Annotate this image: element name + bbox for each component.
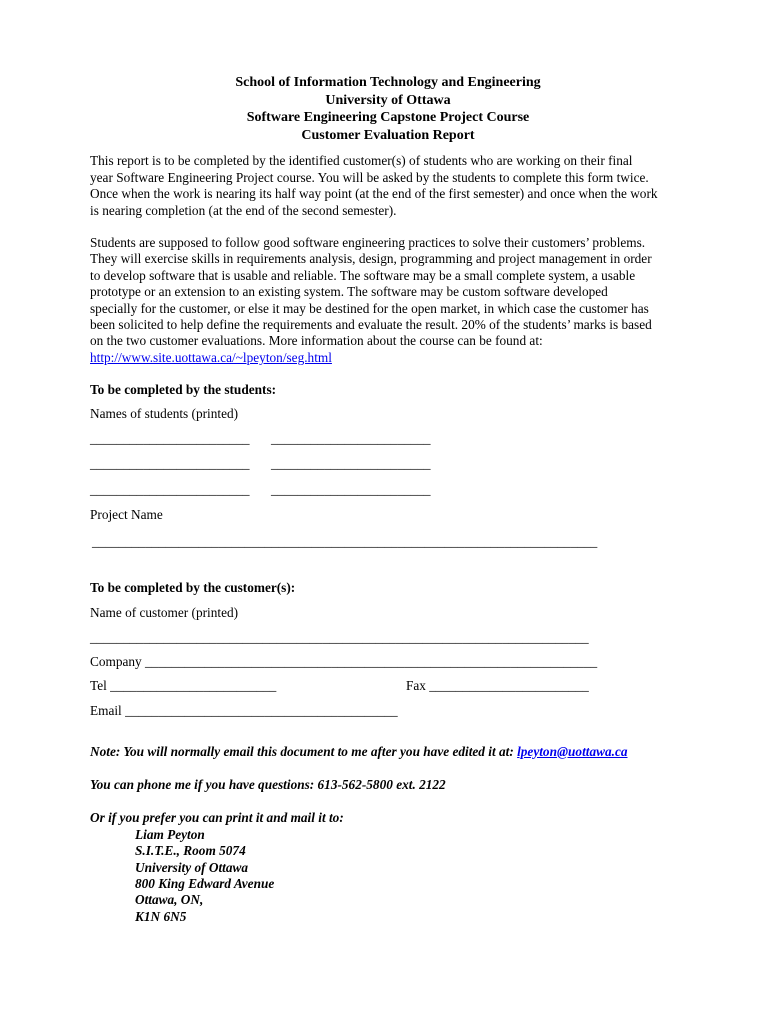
title-report: Customer Evaluation Report — [301, 127, 475, 143]
text-line: specially for the customer, or else it may be destined for the open market, in which case the customer has — [90, 300, 649, 316]
text-line: prototype or an extension to an existing system. The software may be custom software developed — [90, 284, 608, 300]
address-line: Ottawa, ON, — [135, 892, 204, 908]
title-university: University of Ottawa — [325, 92, 451, 108]
customer-heading: To be completed by the customer(s): — [90, 580, 296, 596]
tel-field[interactable]: Tel _________________________ — [90, 677, 277, 693]
text-line: year Software Engineering Project course. You will be asked by the students to complete this form twice. — [90, 169, 649, 185]
student-names-row — [90, 431, 690, 447]
student-name-field[interactable]: ________________________ — [271, 431, 431, 447]
students-heading: To be completed by the students: — [90, 382, 277, 398]
mail-intro: Or if you prefer you can print it and mail it to: — [90, 810, 344, 826]
text-line: on the two customer evaluations. More information about the course can be found at: — [90, 333, 543, 349]
text-line: Once when the work is nearing its half way point (at the end of the first semester) and once when the work — [90, 186, 658, 202]
text-line: to develop software that is usable and reliable. The software may be a small complete system, a usable — [90, 267, 636, 283]
address-line: 800 King Edward Avenue — [135, 875, 275, 891]
address-line: K1N 6N5 — [135, 908, 187, 924]
text-line: been solicited to help define the requirements and evaluate the result. 20% of the students’ marks is based — [90, 317, 652, 333]
company-field[interactable]: Company ____________________________________________________________________ — [90, 654, 598, 670]
tel-fax-row — [90, 678, 690, 694]
customer-name-field[interactable]: ___________________________________________________________________________ — [90, 629, 589, 645]
student-name-field[interactable]: ________________________ — [90, 456, 250, 472]
project-name-label: Project Name — [90, 507, 163, 523]
fax-field[interactable]: Fax ________________________ — [406, 677, 589, 693]
student-name-field[interactable]: ________________________ — [271, 456, 431, 472]
document-page — [90, 74, 690, 925]
student-name-field[interactable]: ________________________ — [90, 431, 250, 447]
contact-email-link[interactable]: lpeyton@uottawa.ca — [517, 743, 628, 759]
student-names-row — [90, 482, 690, 498]
text-line: This report is to be completed by the identified customer(s) of students who are working on their final — [90, 153, 633, 169]
address-line: University of Ottawa — [135, 859, 249, 875]
title-school: School of Information Technology and Engineering — [235, 75, 541, 90]
document-title — [86, 74, 690, 144]
intro-paragraph-1 — [90, 153, 690, 219]
note-prefix: Note: You will normally email this document to me after you have edited it at: — [90, 743, 518, 759]
intro-paragraph-2 — [90, 235, 690, 366]
student-name-field[interactable]: ________________________ — [271, 481, 431, 497]
phone-text: You can phone me if you have questions: 613-562-5800 ext. 2122 — [90, 776, 446, 792]
text-line: They will exercise skills in requirements analysis, design, programming and project management in order — [90, 251, 652, 267]
address-line: S.I.T.E., Room 5074 — [135, 843, 246, 859]
note-text — [90, 744, 690, 760]
project-name-field[interactable]: ____________________________________________________________________________ — [92, 533, 598, 549]
course-link[interactable]: http://www.site.uottawa.ca/~lpeyton/seg.html — [90, 349, 332, 365]
title-course: Software Engineering Capstone Project Course — [246, 110, 530, 126]
customer-name-label: Name of customer (printed) — [90, 604, 239, 620]
email-field[interactable]: Email _________________________________________ — [90, 703, 398, 719]
student-names-row — [90, 456, 690, 472]
address-line: Liam Peyton — [135, 826, 205, 842]
text-line: Students are supposed to follow good software engineering practices to solve their customers’ problems. — [90, 235, 646, 250]
student-name-field[interactable]: ________________________ — [90, 481, 250, 497]
mailing-address — [90, 827, 690, 925]
text-line: is nearing completion (at the end of the second semester). — [90, 202, 397, 218]
student-names-label: Names of students (printed) — [90, 405, 239, 421]
